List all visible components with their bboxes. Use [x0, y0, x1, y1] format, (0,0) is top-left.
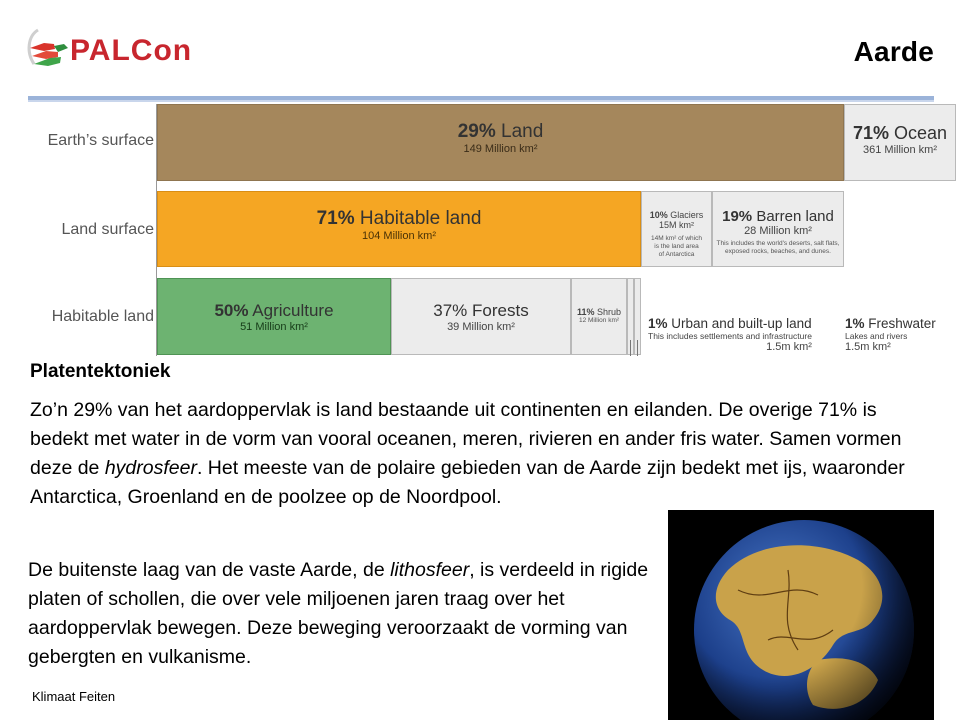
shrub-block [571, 278, 627, 355]
land-block [157, 104, 844, 181]
row-label-earth-surface: Earth’s surface [47, 132, 154, 149]
habitable-name: Habitable land [359, 208, 482, 229]
paragraph-lithosphere [28, 556, 678, 672]
row-label-land-surface: Land surface [61, 221, 154, 238]
barren-land-block [712, 191, 844, 267]
ocean-pct: 71% [852, 123, 889, 143]
urban-pointer [630, 340, 631, 356]
page-title: Aarde [853, 36, 934, 67]
urban-area: 1.5m km² [766, 341, 812, 353]
barren-name: Barren land [756, 208, 834, 225]
land-pct: 29% [457, 121, 496, 142]
freshwater-pointer [637, 340, 638, 356]
freshwater-annotation [845, 316, 936, 353]
ocean-block [844, 104, 956, 181]
urban-name: Urban and built-up land [671, 316, 812, 331]
habitable-land-block [157, 191, 641, 267]
ocean-name: Ocean [894, 123, 948, 143]
ocean-area: 361 Million km² [863, 144, 937, 156]
glaciers-pct: 10% [649, 210, 668, 220]
freshwater-note: Lakes and rivers [845, 331, 908, 341]
paragraph-hydrosphere [30, 396, 930, 512]
shrub-name: Shrub [597, 307, 622, 317]
agriculture-block [157, 278, 391, 355]
urban-note: This includes settlements and infrastructure [648, 331, 812, 341]
forests-pct: 37% [433, 301, 468, 320]
glaciers-block [641, 191, 712, 267]
freshwater-pct: 1% [845, 316, 865, 331]
barren-note-2: exposed rocks, beaches, and dunes. [725, 248, 831, 255]
para1-text-a: Zo’n 29% van het aardoppervlak is land bestaande uit continenten en eilanden. De overige 71% is bedekt met water in de vorm van vooral oceanen, meren, rivieren en ander fris water. Samen vormen deze de [30, 399, 902, 479]
globe-image [668, 510, 934, 720]
land-name: Land [501, 121, 544, 142]
freshwater-area: 1.5m km² [845, 341, 891, 353]
forests-name: Forests [472, 301, 529, 320]
para2-text-b: , is verdeeld in rigide platen of schollen, die over vele miljoenen jaren traag over het aardoppervlak bewegen. Deze beweging veroorzaakt de vorming van gebergten en vulkanisme. [28, 559, 649, 668]
earth-globe-icon [668, 510, 934, 720]
habitable-pct: 71% [316, 208, 355, 229]
barren-pct: 19% [722, 208, 753, 225]
glaciers-note-3: of Antarctica [658, 251, 695, 258]
habitable-area: 104 Million km² [362, 230, 436, 242]
para2-emphasis: lithosfeer [390, 559, 470, 581]
forests-block [391, 278, 571, 355]
logo-text: PALCon [70, 34, 193, 67]
glaciers-name: Glaciers [670, 210, 704, 220]
urban-annotation [648, 316, 812, 353]
agriculture-area: 51 Million km² [240, 321, 308, 333]
shrub-pct: 11% [576, 307, 595, 317]
urban-pct: 1% [648, 316, 668, 331]
agriculture-pct: 50% [214, 301, 249, 320]
row-label-habitable-land: Habitable land [51, 308, 154, 325]
glaciers-note-1: 14M km² of which [651, 235, 702, 242]
footer-text: Klimaat Feiten [32, 689, 116, 704]
barren-area: 28 Million km² [744, 225, 812, 237]
barren-note-1: This includes the world's deserts, salt flats, [716, 240, 840, 247]
section-heading: Platentektoniek [30, 361, 171, 382]
agriculture-name: Agriculture [252, 301, 334, 320]
freshwater-name: Freshwater [868, 316, 936, 331]
para1-text-b: . Het meeste van de polaire gebieden van de Aarde zijn bedekt met ijs, waaronder Antarctica, Groenland en de poolzee op de Noordpool. [30, 457, 905, 508]
para1-emphasis: hydrosfeer [104, 457, 197, 479]
shrub-area: 12 Million km² [578, 317, 620, 324]
glaciers-note-2: is the land area [654, 243, 699, 250]
land-area: 149 Million km² [463, 143, 538, 155]
glaciers-area: 15M km² [658, 220, 694, 230]
forests-area: 39 Million km² [447, 321, 515, 333]
para2-text-a: De buitenste laag van de vaste Aarde, de [28, 559, 391, 581]
